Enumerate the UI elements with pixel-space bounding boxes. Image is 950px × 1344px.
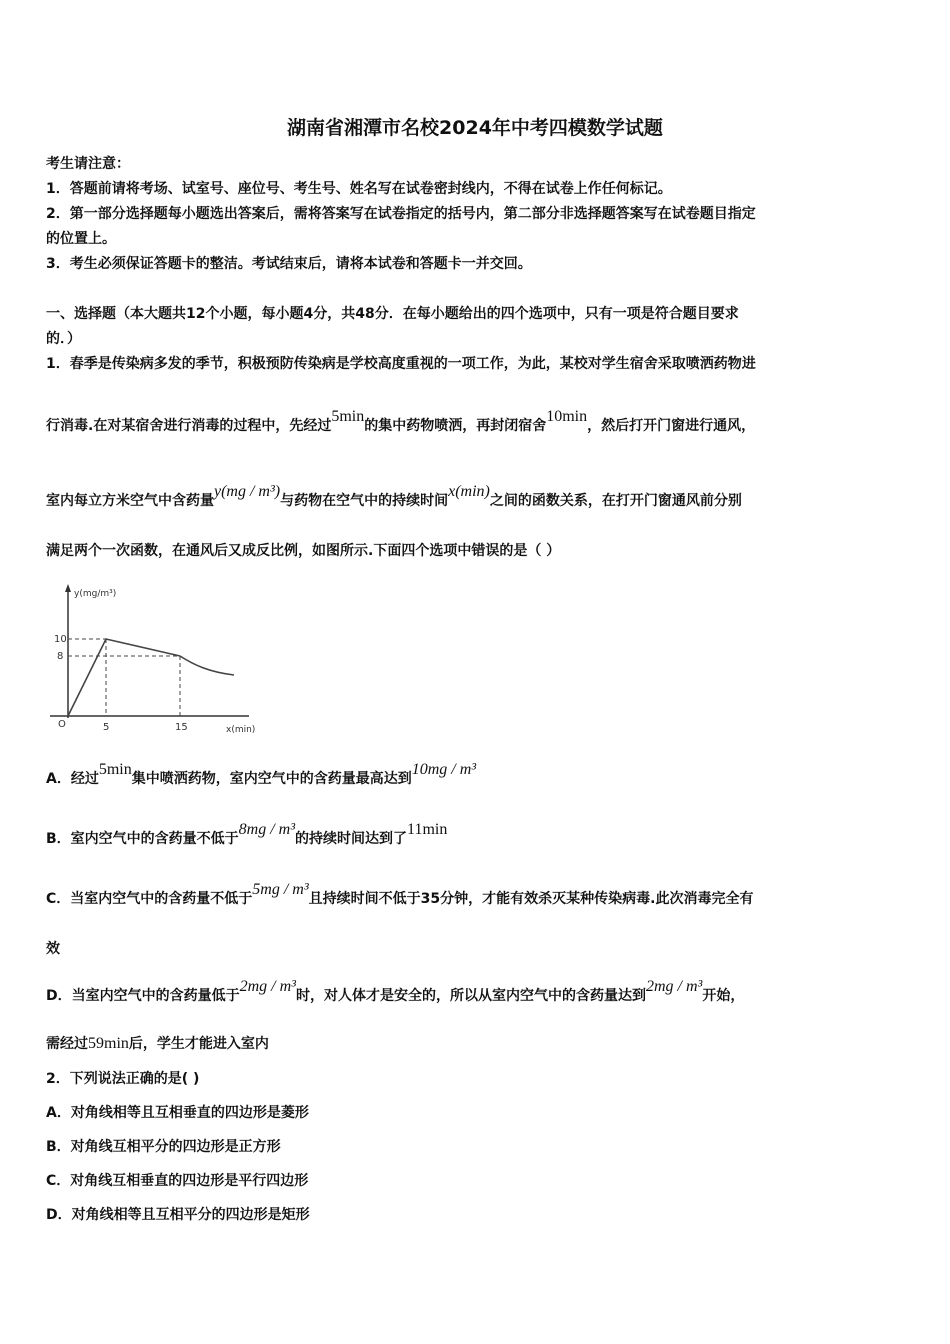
math-5min: 5min — [331, 408, 365, 425]
page-title: 湖南省湘潭市名校2024年中考四模数学试题 — [287, 117, 663, 139]
math-value: 10mg / m³ — [411, 761, 477, 778]
option-text: A．经过 — [46, 771, 99, 787]
option-text: 时，对人体才是安全的，所以从室内空气中的含药量达到 — [295, 988, 646, 1004]
x-axis-label: x(min) — [226, 725, 256, 735]
math-value: 2mg / m³ — [645, 978, 703, 995]
graph-linear-segments — [68, 639, 180, 716]
math-value: 5min — [98, 761, 132, 778]
q1-stem-line — [46, 408, 756, 435]
math-y-unit: y(mg / m³) — [214, 483, 281, 500]
y-axis-arrow — [65, 584, 71, 592]
q2-option-a: A．对角线相等且互相垂直的四边形是菱形 — [46, 1105, 309, 1121]
option-text: C．当室内空气中的含药量不低于 — [46, 891, 253, 907]
section-heading: 一、选择题（本大题共12个小题，每小题4分，共48分．在每小题给出的四个选项中，只有一项是符合题目要求 — [46, 306, 739, 322]
q2-option-b: B．对角线互相平分的四边形是正方形 — [46, 1139, 281, 1155]
math-value: 2mg / m³ — [239, 978, 296, 995]
q1-text: 之间的函数关系，在打开门窗通风前分别 — [489, 493, 742, 509]
tick-label: 10 — [54, 634, 67, 645]
math-x-unit: x(min) — [448, 483, 490, 500]
math-value: 59min — [88, 1035, 129, 1052]
q1-option-a — [46, 761, 477, 788]
q1-text: 的集中药物喷洒，再封闭宿舍 — [364, 418, 547, 434]
math-value: 11min — [407, 821, 448, 838]
tick-label: 15 — [175, 722, 188, 733]
notice-heading: 考生请注意： — [46, 156, 130, 172]
option-text: 后，学生才能进入室内 — [128, 1036, 269, 1052]
origin-label: O — [58, 719, 66, 730]
q2-stem: 2．下列说法正确的是( ) — [46, 1071, 200, 1087]
notice-item: 3．考生必须保证答题卡的整洁。考试结束后，请将本试卷和答题卡一并交回。 — [46, 256, 532, 272]
graph-inverse-curve — [180, 656, 234, 675]
option-text: D．当室内空气中的含药量低于 — [46, 988, 240, 1004]
q1-stem-line — [46, 483, 742, 510]
option-text: 需经过 — [46, 1036, 88, 1052]
notice-item: 1．答题前请将考场、试室号、座位号、考生号、姓名写在试卷密封线内，不得在试卷上作任何标记。 — [46, 181, 672, 197]
math-value: 5mg / m³ — [252, 881, 309, 898]
notice-item: 2．第一部分选择题每小题选出答案后，需将答案写在试卷指定的括号内，第二部分非选择题答案写在试卷题目指定 — [46, 206, 756, 222]
q1-option-c-cont: 效 — [46, 941, 60, 957]
q1-graph — [44, 580, 269, 740]
option-text: 开始， — [702, 988, 745, 1004]
q1-option-d-cont — [46, 1033, 269, 1053]
option-text: 且持续时间不低于35分钟，才能有效杀灭某种传染病毒.此次消毒完全有 — [308, 891, 754, 907]
y-axis-label: y(mg/m³) — [74, 589, 117, 599]
q1-text: 与药物在空气中的持续时间 — [280, 493, 449, 509]
notice-item: 的位置上。 — [46, 231, 116, 247]
q2-option-d: D．对角线相等且互相平分的四边形是矩形 — [46, 1207, 310, 1223]
option-text: 的持续时间达到了 — [295, 831, 408, 847]
q1-stem-line: 满足两个一次函数，在通风后又成反比例，如图所示.下面四个选项中错误的是（ ） — [46, 543, 561, 559]
tick-label: 5 — [103, 722, 110, 733]
q1-text: 室内每立方米空气中含药量 — [46, 493, 214, 509]
tick-label: 8 — [57, 651, 64, 662]
section-heading-cont: 的．） — [46, 331, 81, 347]
q2-option-c: C．对角线互相垂直的四边形是平行四边形 — [46, 1173, 309, 1189]
math-value: 8mg / m³ — [238, 821, 296, 838]
q1-text: ，然后打开门窗进行通风， — [587, 418, 756, 434]
q1-option-d — [46, 978, 745, 1005]
q1-option-c — [46, 881, 754, 908]
q1-option-b — [46, 821, 448, 848]
q1-stem-line: 1．春季是传染病多发的季节，积极预防传染病是学校高度重视的一项工作，为此，某校对学生宿舍采取喷洒药物进 — [46, 356, 756, 372]
option-text: 集中喷洒药物，室内空气中的含药量最高达到 — [131, 771, 412, 787]
math-10min: 10min — [546, 408, 588, 425]
q1-text: 行消毒.在对某宿舍进行消毒的过程中，先经过 — [46, 418, 332, 434]
option-text: B．室内空气中的含药量不低于 — [46, 831, 239, 847]
